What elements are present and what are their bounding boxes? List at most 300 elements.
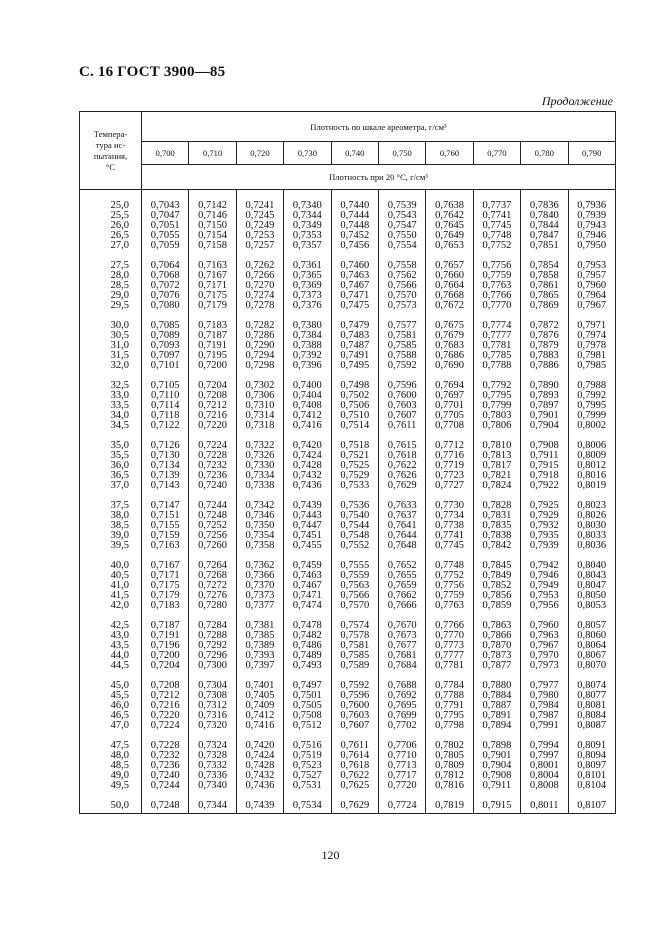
density-cell: 0,7637 bbox=[378, 511, 425, 521]
density-cell: 0,7727 bbox=[426, 481, 473, 491]
density-cell: 0,8064 bbox=[568, 641, 615, 651]
density-cell: 0,7716 bbox=[426, 451, 473, 461]
density-cell: 0,7508 bbox=[284, 711, 331, 721]
density-cell: 0,7130 bbox=[142, 451, 189, 461]
density-cell: 0,7365 bbox=[284, 271, 331, 281]
density-cell: 0,7146 bbox=[189, 211, 236, 221]
density-cell: 0,7118 bbox=[142, 411, 189, 421]
temperature-cell: 26,5 bbox=[80, 231, 142, 241]
density-cell: 0,7824 bbox=[473, 481, 520, 491]
temperature-cell: 48,5 bbox=[80, 761, 142, 771]
density-cell: 0,7460 bbox=[331, 251, 378, 271]
density-cell: 0,7539 bbox=[378, 190, 425, 212]
temperature-cell: 41,0 bbox=[80, 581, 142, 591]
density-cell: 0,7489 bbox=[284, 651, 331, 661]
density-cell: 0,7819 bbox=[426, 791, 473, 814]
density-cell: 0,7894 bbox=[473, 721, 520, 731]
density-cell: 0,7642 bbox=[426, 211, 473, 221]
density-cell: 0,7770 bbox=[473, 301, 520, 311]
density-cell: 0,7985 bbox=[568, 361, 615, 371]
density-cell: 0,7964 bbox=[568, 291, 615, 301]
density-cell: 0,7915 bbox=[521, 461, 568, 471]
density-cell: 0,7126 bbox=[142, 431, 189, 451]
temperature-cell: 34,5 bbox=[80, 421, 142, 431]
density-table bbox=[79, 111, 616, 814]
density-cell: 0,7533 bbox=[331, 481, 378, 491]
density-cell: 0,7550 bbox=[378, 231, 425, 241]
density-cell: 0,7622 bbox=[331, 771, 378, 781]
density-cell: 0,7220 bbox=[142, 711, 189, 721]
density-cell: 0,7183 bbox=[142, 601, 189, 611]
density-cell: 0,8011 bbox=[521, 791, 568, 814]
density-cell: 0,7208 bbox=[142, 671, 189, 691]
density-cell: 0,7942 bbox=[521, 551, 568, 571]
density-cell: 0,7615 bbox=[378, 431, 425, 451]
density-cell: 0,7570 bbox=[331, 601, 378, 611]
density-cell: 0,7474 bbox=[284, 601, 331, 611]
density-cell: 0,7668 bbox=[426, 291, 473, 301]
density-cell: 0,7738 bbox=[426, 521, 473, 531]
table-row bbox=[80, 431, 616, 451]
density-cell: 0,7648 bbox=[378, 541, 425, 551]
density-cell: 0,7644 bbox=[378, 531, 425, 541]
density-cell: 0,7723 bbox=[426, 471, 473, 481]
density-cell: 0,7720 bbox=[378, 781, 425, 791]
density-cell: 0,7946 bbox=[521, 571, 568, 581]
table-row bbox=[80, 421, 616, 431]
density-cell: 0,7861 bbox=[521, 281, 568, 291]
density-cell: 0,7276 bbox=[189, 591, 236, 601]
density-cell: 0,8047 bbox=[568, 581, 615, 591]
density-cell: 0,7960 bbox=[521, 611, 568, 631]
density-cell: 0,7929 bbox=[521, 511, 568, 521]
density-cell: 0,7498 bbox=[331, 371, 378, 391]
density-cell: 0,7741 bbox=[426, 531, 473, 541]
density-cell: 0,7320 bbox=[189, 721, 236, 731]
density-cell: 0,7547 bbox=[378, 221, 425, 231]
density-cell: 0,7865 bbox=[521, 291, 568, 301]
density-cell: 0,7741 bbox=[473, 211, 520, 221]
density-cell: 0,7440 bbox=[331, 190, 378, 212]
density-cell: 0,7581 bbox=[331, 641, 378, 651]
temperature-cell: 27,0 bbox=[80, 241, 142, 251]
density-cell: 0,7439 bbox=[236, 791, 283, 814]
density-cell: 0,7525 bbox=[331, 461, 378, 471]
density-cell: 0,7354 bbox=[236, 531, 283, 541]
density-cell: 0,7708 bbox=[426, 421, 473, 431]
temperature-cell: 36,5 bbox=[80, 471, 142, 481]
density-cell: 0,7970 bbox=[521, 651, 568, 661]
temperature-cell: 32,5 bbox=[80, 371, 142, 391]
density-cell: 0,7158 bbox=[189, 241, 236, 251]
density-cell: 0,7187 bbox=[189, 331, 236, 341]
density-cell: 0,7939 bbox=[568, 211, 615, 221]
temperature-cell: 37,0 bbox=[80, 481, 142, 491]
density-cell: 0,7101 bbox=[142, 361, 189, 371]
density-cell: 0,7816 bbox=[426, 781, 473, 791]
density-cell: 0,7436 bbox=[284, 481, 331, 491]
temperature-cell: 46,5 bbox=[80, 711, 142, 721]
scale-value-header: 0,710 bbox=[189, 142, 236, 165]
temperature-header-line: Темпера- bbox=[93, 128, 128, 139]
density-cell: 0,7264 bbox=[189, 551, 236, 571]
density-cell: 0,8070 bbox=[568, 661, 615, 671]
density-cell: 0,7953 bbox=[568, 251, 615, 271]
density-cell: 0,8002 bbox=[568, 421, 615, 431]
density-cell: 0,7763 bbox=[473, 281, 520, 291]
density-cell: 0,7521 bbox=[331, 451, 378, 461]
density-cell: 0,8084 bbox=[568, 711, 615, 721]
density-cell: 0,7369 bbox=[284, 281, 331, 291]
density-cell: 0,7724 bbox=[378, 791, 425, 814]
density-cell: 0,7652 bbox=[378, 551, 425, 571]
density-cell: 0,7883 bbox=[521, 351, 568, 361]
density-cell: 0,8001 bbox=[521, 761, 568, 771]
density-cell: 0,7540 bbox=[331, 511, 378, 521]
density-cell: 0,7756 bbox=[426, 581, 473, 591]
density-cell: 0,7134 bbox=[142, 461, 189, 471]
density-cell: 0,7436 bbox=[236, 781, 283, 791]
density-cell: 0,8053 bbox=[568, 601, 615, 611]
density-cell: 0,7852 bbox=[473, 581, 520, 591]
density-cell: 0,7296 bbox=[189, 651, 236, 661]
temperature-cell: 38,5 bbox=[80, 521, 142, 531]
temperature-cell: 45,5 bbox=[80, 691, 142, 701]
density-cell: 0,7456 bbox=[331, 241, 378, 251]
density-cell: 0,7497 bbox=[284, 671, 331, 691]
table-row bbox=[80, 301, 616, 311]
density-cell: 0,7424 bbox=[284, 451, 331, 461]
density-cell: 0,7501 bbox=[284, 691, 331, 701]
density-cell: 0,7397 bbox=[236, 661, 283, 671]
density-cell: 0,7821 bbox=[473, 471, 520, 481]
density-cell: 0,7911 bbox=[521, 451, 568, 461]
temperature-cell: 45,0 bbox=[80, 671, 142, 691]
density-cell: 0,7143 bbox=[142, 481, 189, 491]
density-cell: 0,7788 bbox=[426, 691, 473, 701]
density-cell: 0,7236 bbox=[189, 471, 236, 481]
density-cell: 0,7068 bbox=[142, 271, 189, 281]
density-cell: 0,7784 bbox=[426, 671, 473, 691]
density-cell: 0,7710 bbox=[378, 751, 425, 761]
scale-value-header: 0,770 bbox=[473, 142, 520, 165]
density-cell: 0,7748 bbox=[426, 551, 473, 571]
density-cell: 0,7660 bbox=[426, 271, 473, 281]
density-cell: 0,7809 bbox=[426, 761, 473, 771]
table-row bbox=[80, 661, 616, 671]
density-cell: 0,7719 bbox=[426, 461, 473, 471]
density-cell: 0,7686 bbox=[426, 351, 473, 361]
density-cell: 0,7774 bbox=[473, 311, 520, 331]
density-cell: 0,7641 bbox=[378, 521, 425, 531]
density-cell: 0,7688 bbox=[378, 671, 425, 691]
density-cell: 0,7059 bbox=[142, 241, 189, 251]
density-cell: 0,7697 bbox=[426, 391, 473, 401]
density-cell: 0,7240 bbox=[189, 481, 236, 491]
density-cell: 0,7684 bbox=[378, 661, 425, 671]
temperature-cell: 26,0 bbox=[80, 221, 142, 231]
density-cell: 0,8036 bbox=[568, 541, 615, 551]
temperature-cell: 46,0 bbox=[80, 701, 142, 711]
density-cell: 0,7362 bbox=[236, 551, 283, 571]
density-cell: 0,7730 bbox=[426, 491, 473, 511]
density-cell: 0,7614 bbox=[331, 751, 378, 761]
density-cell: 0,7163 bbox=[142, 541, 189, 551]
density-cell: 0,7611 bbox=[378, 421, 425, 431]
temperature-header-line: °С bbox=[105, 161, 116, 172]
table-header bbox=[80, 112, 616, 190]
density-cell: 0,7653 bbox=[426, 241, 473, 251]
density-cell: 0,7248 bbox=[189, 511, 236, 521]
density-cell: 0,7447 bbox=[284, 521, 331, 531]
table-row bbox=[80, 721, 616, 731]
density-cell: 0,7618 bbox=[331, 761, 378, 771]
table-row bbox=[80, 481, 616, 491]
density-cell: 0,7455 bbox=[284, 541, 331, 551]
temperature-cell: 41,5 bbox=[80, 591, 142, 601]
density-cell: 0,7812 bbox=[426, 771, 473, 781]
density-cell: 0,7629 bbox=[331, 791, 378, 814]
temperature-cell: 31,5 bbox=[80, 351, 142, 361]
temperature-cell: 32,0 bbox=[80, 361, 142, 371]
temperature-cell: 30,0 bbox=[80, 311, 142, 331]
density-cell: 0,8019 bbox=[568, 481, 615, 491]
density-cell: 0,7844 bbox=[521, 221, 568, 231]
density-cell: 0,7344 bbox=[284, 211, 331, 221]
density-cell: 0,7122 bbox=[142, 421, 189, 431]
temperature-cell: 31,0 bbox=[80, 341, 142, 351]
density-cell: 0,7294 bbox=[236, 351, 283, 361]
density-cell: 0,7298 bbox=[236, 361, 283, 371]
density-cell: 0,7851 bbox=[521, 241, 568, 251]
density-cell: 0,7304 bbox=[189, 671, 236, 691]
density-cell: 0,7936 bbox=[568, 190, 615, 212]
density-cell: 0,8004 bbox=[521, 771, 568, 781]
density-cell: 0,7806 bbox=[473, 421, 520, 431]
density-cell: 0,7204 bbox=[189, 371, 236, 391]
density-cell: 0,7880 bbox=[473, 671, 520, 691]
temperature-cell: 42,5 bbox=[80, 611, 142, 631]
table-row bbox=[80, 371, 616, 391]
density-cell: 0,7759 bbox=[473, 271, 520, 281]
density-cell: 0,7064 bbox=[142, 251, 189, 271]
density-cell: 0,7502 bbox=[331, 391, 378, 401]
temperature-cell: 39,0 bbox=[80, 531, 142, 541]
density-cell: 0,7377 bbox=[236, 601, 283, 611]
density-cell: 0,7314 bbox=[236, 411, 283, 421]
density-cell: 0,7409 bbox=[236, 701, 283, 711]
density-cell: 0,7463 bbox=[331, 271, 378, 281]
density-cell: 0,7274 bbox=[236, 291, 283, 301]
density-cell: 0,7510 bbox=[331, 411, 378, 421]
density-cell: 0,7444 bbox=[331, 211, 378, 221]
density-cell: 0,7340 bbox=[284, 190, 331, 212]
density-cell: 0,7505 bbox=[284, 701, 331, 711]
density-cell: 0,7702 bbox=[378, 721, 425, 731]
density-cell: 0,7097 bbox=[142, 351, 189, 361]
density-cell: 0,7946 bbox=[568, 231, 615, 241]
density-cell: 0,7432 bbox=[284, 471, 331, 481]
density-cell: 0,7400 bbox=[284, 371, 331, 391]
density-cell: 0,7625 bbox=[331, 781, 378, 791]
density-cell: 0,7516 bbox=[284, 731, 331, 751]
density-cell: 0,7252 bbox=[189, 521, 236, 531]
density-cell: 0,7322 bbox=[236, 431, 283, 451]
density-cell: 0,7175 bbox=[189, 291, 236, 301]
density-cell: 0,7756 bbox=[473, 251, 520, 271]
density-cell: 0,7171 bbox=[189, 281, 236, 291]
density-cell: 0,7890 bbox=[521, 371, 568, 391]
density-cell: 0,7633 bbox=[378, 491, 425, 511]
density-cell: 0,7543 bbox=[378, 211, 425, 221]
density-cell: 0,8097 bbox=[568, 761, 615, 771]
density-cell: 0,7792 bbox=[473, 371, 520, 391]
density-cell: 0,7478 bbox=[284, 611, 331, 631]
density-cell: 0,7278 bbox=[236, 301, 283, 311]
density-cell: 0,7286 bbox=[236, 331, 283, 341]
density-cell: 0,7681 bbox=[378, 651, 425, 661]
density-cell: 0,7752 bbox=[426, 571, 473, 581]
density-cell: 0,7770 bbox=[426, 631, 473, 641]
density-cell: 0,7389 bbox=[236, 641, 283, 651]
density-cell: 0,7886 bbox=[521, 361, 568, 371]
density-cell: 0,7268 bbox=[189, 571, 236, 581]
density-cell: 0,7828 bbox=[473, 491, 520, 511]
density-cell: 0,7316 bbox=[189, 711, 236, 721]
density-cell: 0,7935 bbox=[521, 531, 568, 541]
temperature-cell: 25,5 bbox=[80, 211, 142, 221]
density-cell: 0,7340 bbox=[189, 781, 236, 791]
table-row bbox=[80, 731, 616, 751]
density-cell: 0,7980 bbox=[521, 691, 568, 701]
density-cell: 0,7448 bbox=[331, 221, 378, 231]
density-cell: 0,7694 bbox=[426, 371, 473, 391]
density-cell: 0,7353 bbox=[284, 231, 331, 241]
density-cell: 0,7523 bbox=[284, 761, 331, 771]
density-cell: 0,7338 bbox=[236, 481, 283, 491]
density-cell: 0,7529 bbox=[331, 471, 378, 481]
density-cell: 0,7854 bbox=[521, 251, 568, 271]
density-cell: 0,8026 bbox=[568, 511, 615, 521]
density-cell: 0,7306 bbox=[236, 391, 283, 401]
temperature-cell: 42,0 bbox=[80, 601, 142, 611]
density-cell: 0,7904 bbox=[521, 421, 568, 431]
density-cell: 0,8094 bbox=[568, 751, 615, 761]
density-cell: 0,7167 bbox=[189, 271, 236, 281]
density-cell: 0,7072 bbox=[142, 281, 189, 291]
density-cell: 0,7191 bbox=[189, 341, 236, 351]
density-cell: 0,7384 bbox=[284, 331, 331, 341]
density-cell: 0,8040 bbox=[568, 551, 615, 571]
density-cell: 0,7566 bbox=[331, 591, 378, 601]
temperature-cell: 39,5 bbox=[80, 541, 142, 551]
density-cell: 0,7302 bbox=[236, 371, 283, 391]
density-cell: 0,7224 bbox=[142, 721, 189, 731]
density-cell: 0,7105 bbox=[142, 371, 189, 391]
density-cell: 0,7618 bbox=[378, 451, 425, 461]
density-cell: 0,7085 bbox=[142, 311, 189, 331]
temperature-cell: 33,0 bbox=[80, 391, 142, 401]
scale-value-header: 0,750 bbox=[378, 142, 425, 165]
density-cell: 0,7270 bbox=[236, 281, 283, 291]
density-cell: 0,7257 bbox=[236, 241, 283, 251]
density-cell: 0,7856 bbox=[473, 591, 520, 601]
table-row bbox=[80, 241, 616, 251]
density-cell: 0,7324 bbox=[189, 731, 236, 751]
density-cell: 0,7232 bbox=[189, 461, 236, 471]
density-cell: 0,7518 bbox=[331, 431, 378, 451]
density-cell: 0,7981 bbox=[568, 351, 615, 361]
density-cell: 0,7737 bbox=[473, 190, 520, 212]
temperature-cell: 47,0 bbox=[80, 721, 142, 731]
density-cell: 0,7957 bbox=[568, 271, 615, 281]
density-cell: 0,7080 bbox=[142, 301, 189, 311]
density-cell: 0,7159 bbox=[142, 531, 189, 541]
density-cell: 0,7312 bbox=[189, 701, 236, 711]
density-cell: 0,7486 bbox=[284, 641, 331, 651]
density-cell: 0,7451 bbox=[284, 531, 331, 541]
density-cell: 0,7788 bbox=[473, 361, 520, 371]
density-cell: 0,8087 bbox=[568, 721, 615, 731]
density-cell: 0,7675 bbox=[426, 311, 473, 331]
density-cell: 0,7781 bbox=[473, 341, 520, 351]
density-cell: 0,7139 bbox=[142, 471, 189, 481]
density-cell: 0,7908 bbox=[473, 771, 520, 781]
density-cell: 0,7514 bbox=[331, 421, 378, 431]
density-cell: 0,7596 bbox=[378, 371, 425, 391]
temperature-cell: 40,5 bbox=[80, 571, 142, 581]
density-cell: 0,7963 bbox=[521, 631, 568, 641]
density-cell: 0,7706 bbox=[378, 731, 425, 751]
temperature-cell: 44,5 bbox=[80, 661, 142, 671]
density-cell: 0,7953 bbox=[521, 591, 568, 601]
density-cell: 0,7918 bbox=[521, 471, 568, 481]
density-cell: 0,7884 bbox=[473, 691, 520, 701]
density-cell: 0,7973 bbox=[521, 661, 568, 671]
density-cell: 0,7342 bbox=[236, 491, 283, 511]
temperature-cell: 37,5 bbox=[80, 491, 142, 511]
density-cell: 0,7734 bbox=[426, 511, 473, 521]
temperature-cell: 34,0 bbox=[80, 411, 142, 421]
density-cell: 0,7879 bbox=[521, 341, 568, 351]
density-cell: 0,7228 bbox=[142, 731, 189, 751]
density-cell: 0,7745 bbox=[473, 221, 520, 231]
density-cell: 0,7987 bbox=[521, 711, 568, 721]
density-cell: 0,7055 bbox=[142, 231, 189, 241]
density-cell: 0,7858 bbox=[521, 271, 568, 281]
density-cell: 0,7336 bbox=[189, 771, 236, 781]
density-cell: 0,7483 bbox=[331, 331, 378, 341]
density-cell: 0,7611 bbox=[331, 731, 378, 751]
density-cell: 0,7334 bbox=[236, 471, 283, 481]
temperature-header bbox=[80, 112, 142, 190]
density-cell: 0,8057 bbox=[568, 611, 615, 631]
density-cell: 0,7873 bbox=[473, 651, 520, 661]
density-cell: 0,7428 bbox=[284, 461, 331, 471]
density-cell: 0,7956 bbox=[521, 601, 568, 611]
scale-value-header: 0,720 bbox=[236, 142, 283, 165]
density-cell: 0,7439 bbox=[284, 491, 331, 511]
density-cell: 0,7424 bbox=[236, 751, 283, 761]
density-cell: 0,7282 bbox=[236, 311, 283, 331]
density-cell: 0,7155 bbox=[142, 521, 189, 531]
density-cell: 0,7330 bbox=[236, 461, 283, 471]
density-cell: 0,7785 bbox=[473, 351, 520, 361]
density-cell: 0,8050 bbox=[568, 591, 615, 601]
density-cell: 0,8030 bbox=[568, 521, 615, 531]
density-cell: 0,7748 bbox=[473, 231, 520, 241]
table-row bbox=[80, 311, 616, 331]
